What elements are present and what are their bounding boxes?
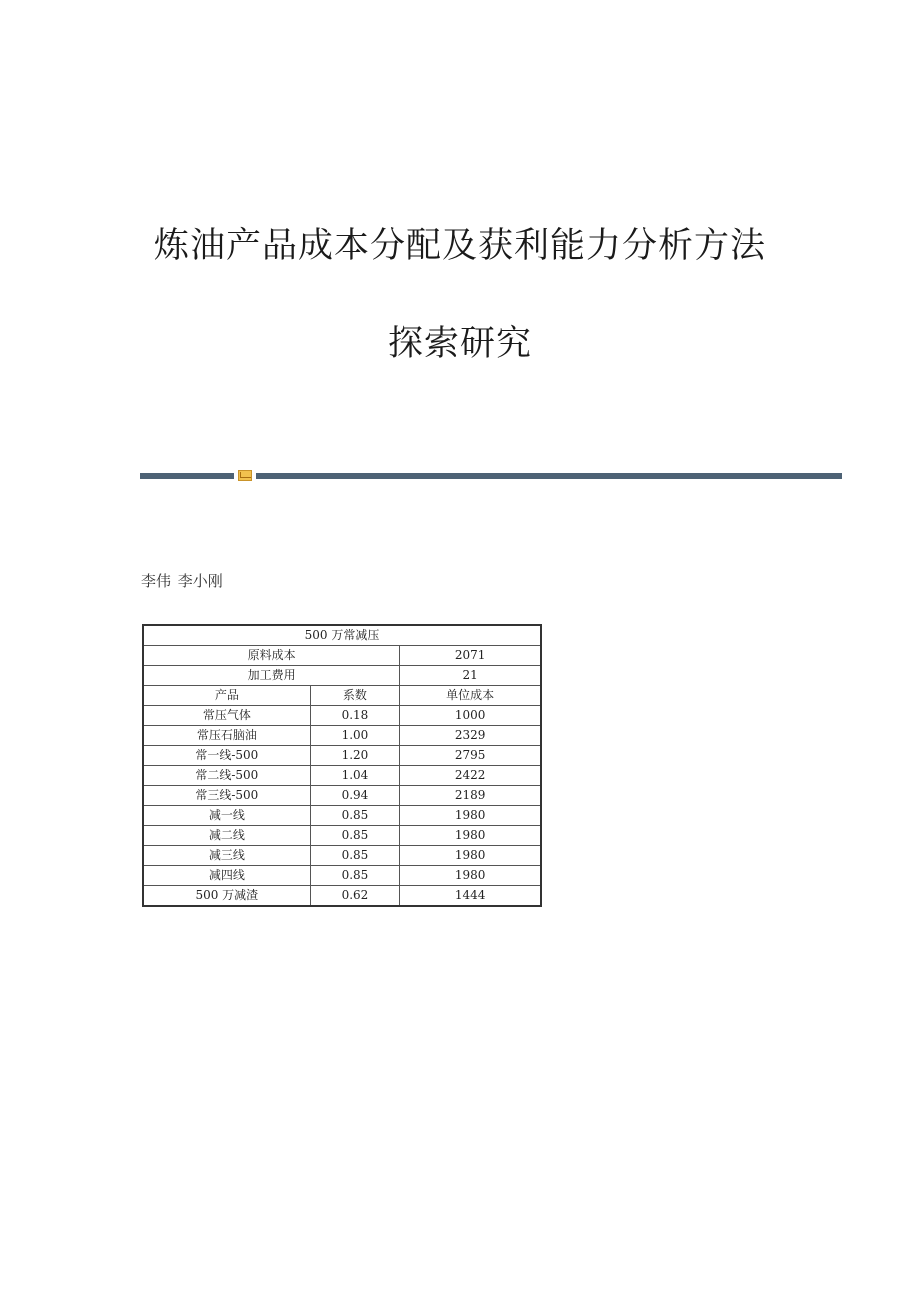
coefficient-cell: 0.62 <box>310 886 400 907</box>
table-caption-row <box>143 625 541 646</box>
table-row <box>143 746 541 766</box>
raw-cost-value: 2071 <box>400 646 541 666</box>
table-row <box>143 766 541 786</box>
unit-cost-cell: 1980 <box>400 826 541 846</box>
table-row <box>143 826 541 846</box>
product-cell: 减四线 <box>143 866 310 886</box>
table-row <box>143 806 541 826</box>
divider-bar-left <box>140 473 234 479</box>
product-cell: 减一线 <box>143 806 310 826</box>
processing-cost-label: 加工费用 <box>143 666 400 686</box>
product-cell: 常一线-500 <box>143 746 310 766</box>
unit-cost-cell: 1980 <box>400 866 541 886</box>
product-cell: 常压气体 <box>143 706 310 726</box>
raw-cost-label: 原料成本 <box>143 646 400 666</box>
coefficient-cell: 0.18 <box>310 706 400 726</box>
table-row <box>143 886 541 907</box>
coefficient-cell: 0.94 <box>310 786 400 806</box>
cost-table <box>142 624 542 907</box>
table-header-row <box>143 686 541 706</box>
table-row <box>143 706 541 726</box>
table-row <box>143 726 541 746</box>
product-cell: 常压石脑油 <box>143 726 310 746</box>
product-cell: 减三线 <box>143 846 310 866</box>
unit-cost-cell: 1000 <box>400 706 541 726</box>
header-product: 产品 <box>143 686 310 706</box>
product-cell: 500 万减渣 <box>143 886 310 907</box>
coefficient-cell: 1.00 <box>310 726 400 746</box>
coefficient-cell: 1.04 <box>310 766 400 786</box>
unit-cost-cell: 2795 <box>400 746 541 766</box>
table-row <box>143 866 541 886</box>
unit-cost-cell: 2422 <box>400 766 541 786</box>
coefficient-cell: 0.85 <box>310 846 400 866</box>
raw-cost-row <box>143 646 541 666</box>
unit-cost-cell: 1444 <box>400 886 541 907</box>
header-unit-cost: 单位成本 <box>400 686 541 706</box>
unit-cost-cell: 2329 <box>400 726 541 746</box>
processing-cost-value: 21 <box>400 666 541 686</box>
authors: 李伟 李小刚 <box>141 572 223 590</box>
table-row <box>143 846 541 866</box>
table-caption: 500 万常减压 <box>143 625 541 646</box>
unit-cost-cell: 1980 <box>400 806 541 826</box>
table-row <box>143 786 541 806</box>
processing-cost-row <box>143 666 541 686</box>
product-cell: 常二线-500 <box>143 766 310 786</box>
coefficient-cell: 0.85 <box>310 826 400 846</box>
unit-cost-cell: 1980 <box>400 846 541 866</box>
product-cell: 常三线-500 <box>143 786 310 806</box>
unit-cost-cell: 2189 <box>400 786 541 806</box>
title-divider <box>140 470 842 482</box>
product-cell: 减二线 <box>143 826 310 846</box>
document-title-line-2: 探索研究 <box>387 324 532 364</box>
coefficient-cell: 0.85 <box>310 866 400 886</box>
divider-bar-right <box>256 473 842 479</box>
coefficient-cell: 0.85 <box>310 806 400 826</box>
coefficient-cell: 1.20 <box>310 746 400 766</box>
envelope-icon <box>238 470 252 481</box>
document-title-line-1: 炼油产品成本分配及获利能力分析方法 <box>153 226 766 266</box>
header-coefficient: 系数 <box>310 686 400 706</box>
